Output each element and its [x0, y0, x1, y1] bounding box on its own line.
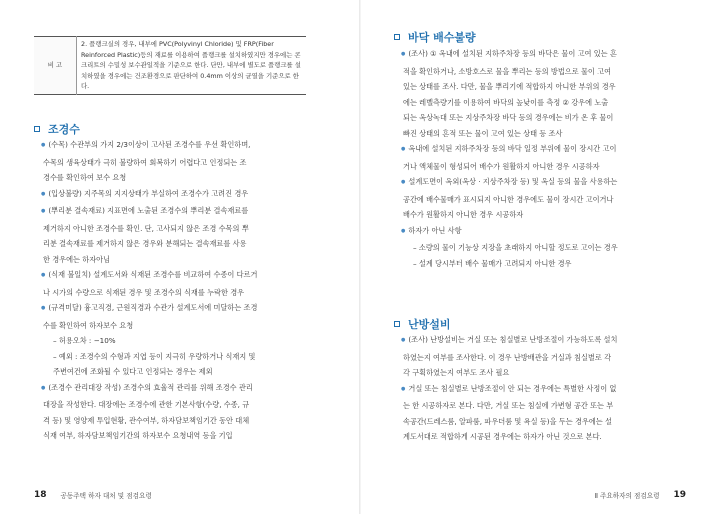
heating-body-text: [398, 332, 698, 445]
page-number: 19: [673, 490, 686, 500]
section-title-landscape: [34, 121, 80, 137]
text-line: 공간에 배수물매가 표시되지 아니한 경우에도 물이 장시간 고이거나: [403, 194, 614, 204]
square-bullet-icon: [394, 321, 400, 327]
square-bullet-icon: [34, 126, 40, 132]
dash-item: – 소량의 물이 기능상 지장을 초래하지 아니할 정도로 고이는 경우: [413, 243, 618, 252]
footer-title: Ⅱ 주요하자의 점검요령: [594, 492, 660, 500]
text-line: 하였는지 여부를 조사한다. 이 경우 난방배관을 거실과 침실별로 각: [403, 352, 612, 362]
bullet-item: ● (뿌리분 결속재료) 지표면에 노출된 조경수의 뿌리분 결속재료를: [38, 203, 338, 221]
drainage-body-text: [398, 46, 698, 271]
text-line: 경수를 확인하여 보수 요청: [43, 173, 127, 182]
text-line: 계도서대로 적합하게 시공된 경우에는 하자가 아닌 것으로 본다.: [403, 432, 602, 441]
right-page: [360, 0, 720, 514]
text-line: 빠진 상태의 흔적 또는 물이 고여 있는 상태 등 조사: [403, 128, 563, 138]
footer-title: 공동주택 하자 대처 및 점검요령: [60, 492, 152, 500]
note-content: 2. 플랭크실의 경우, 내부에 PVC(Polyvinyl Chloride) 및 FRP(Fiber Reinforced Plastic)등의 재료를 이용하여 플랭크를 설치하였지만 경우에는 콘크리트의 수밀성 보수관일적을 기준으로 한다. 단만, 내부에 별도로 플랭크를 설치하였을 경우에는 건조환경으로 판단하여 0.4mm 이상의 균열을 기준으로 한다.: [81, 40, 301, 91]
text-line: 나 시가의 수량으로 식재된 경우 및 조경수의 식재를 누락한 경우: [43, 287, 245, 297]
bullet-item: ● (규격미달) 흉고직경, 근원직경과 수관가 설계도서에 미달하는 조경: [38, 300, 338, 318]
section-title-heating: [394, 316, 451, 332]
bullet-item: ● 하자가 아닌 사항: [398, 223, 698, 241]
section-title-text: 조경수: [48, 123, 80, 136]
text-line: 는 한 시공하자로 본다. 다만, 거실 또는 침실에 가변형 공간 또는 부: [403, 401, 614, 410]
bullet-item: ● (수목) 수관부의 가지 2/3이상이 고사된 조경수를 우선 확인하며,: [38, 137, 338, 155]
note-table: [34, 36, 306, 95]
text-line: 되는 옥상녹대 또는 지상주차장 바닥 등의 경우에는 비가 온 후 물이: [403, 113, 614, 122]
bullet-item: ● 설계도면이 옥외(옥상 · 지상주차장 등) 및 옥실 등의 물을 사용하는: [398, 174, 698, 192]
text-line: 수를 확인하여 하자보수 요청: [43, 320, 134, 330]
text-line: 속공간(드레스룸, 알파룸, 파우더룸 및 욕실 등)을 두는 경우에는 설: [403, 416, 612, 426]
bullet-item: ● (조사) 난방설비는 거실 또는 침실별로 난방조절이 가능하도록 설치: [398, 332, 698, 350]
text-line: 적을 확인하거나, 소방호스로 물을 뿌리는 등의 방법으로 물이 고여: [403, 66, 612, 76]
text-line: 격 등) 및 영양제 투입현황, 관수여부, 하자담보책임기간 동안 대체: [43, 415, 250, 425]
text-line: 에는 레벨측량기를 이용하여 바닥의 높낮이를 측정 ② 강우에 노출: [403, 97, 609, 107]
dash-item: – 예외 : 조경수의 수형과 지엽 등이 지극히 우량하거나 식재지 및: [53, 351, 256, 361]
section-title-text: 난방설비: [408, 318, 451, 331]
dash-item: – 허용오차 : −10%: [53, 336, 116, 345]
bullet-item: ● (식재 불일치) 설계도서와 식재된 조경수를 비교하여 수종이 다르거: [38, 267, 338, 285]
bullet-item: ● (조사) ① 옥내에 설치된 지하주차장 등의 바닥은 물이 고여 있는 흔: [398, 46, 698, 64]
left-footer: [34, 490, 152, 500]
left-body-text: [38, 137, 338, 444]
text-line: 배수가 원활하지 아니한 경우 시공하자: [403, 210, 524, 219]
text-line: 리분 결속재료를 제거하지 않은 경우와 분해되는 결속재료를 사용: [43, 239, 247, 248]
bullet-item: ● (입상불량) 지주목의 지지상태가 부실하여 조경수가 고려진 경우: [38, 186, 338, 204]
text-line: 대장을 작성한다. 대장에는 조경수에 관한 기본사항(수량, 수종, 규: [43, 400, 250, 409]
text-line: 있는 상태를 조사. 다만, 물을 뿌리기에 적합하지 아니한 부위의 경우: [403, 82, 616, 91]
note-header: 비 고: [34, 37, 77, 95]
text-line: 제거하지 아니한 조경수를 확인. 단, 고사되지 않은 조경 수목의 뿌: [43, 223, 249, 233]
text-line: 거나 액체물이 형성되어 배수가 원활하지 아니한 경우 시공하자: [403, 161, 600, 171]
text-line: 식재 여부, 하자담보책임기간의 하자보수 요청내역 등을 기입: [43, 431, 233, 440]
text-line: 수목의 생육상태가 극히 불량하여 회복하기 어렵다고 인정되는 조: [43, 157, 247, 167]
dash-item: – 설계 당시부터 배수 물매가 고려되지 아니한 경우: [413, 258, 572, 268]
bullet-item: ● 거실 또는 침실별로 난방조절이 안 되는 경우에는 특별한 사정이 없: [398, 381, 698, 399]
square-bullet-icon: [394, 34, 400, 40]
page-number: 18: [34, 490, 47, 500]
text-line: 각 구획하였는지 여부도 조사 필요: [403, 368, 510, 377]
bullet-item: ● (조경수 관리대장 작성) 조경수의 효율적 관리를 위해 조경수 관리: [38, 380, 338, 398]
section-title-text: 바닥 배수불량: [408, 31, 476, 44]
bullet-item: ● 옥내에 설치된 지하주차장 등의 바닥 일정 부위에 물이 장시간 고이: [398, 141, 698, 159]
right-footer: [595, 490, 686, 500]
section-title-drainage: [394, 29, 476, 45]
dash-item: 주변여건에 조화될 수 있다고 인정되는 경우는 제외: [53, 367, 213, 376]
text-line: 한 경우에는 하자아님: [43, 254, 111, 264]
